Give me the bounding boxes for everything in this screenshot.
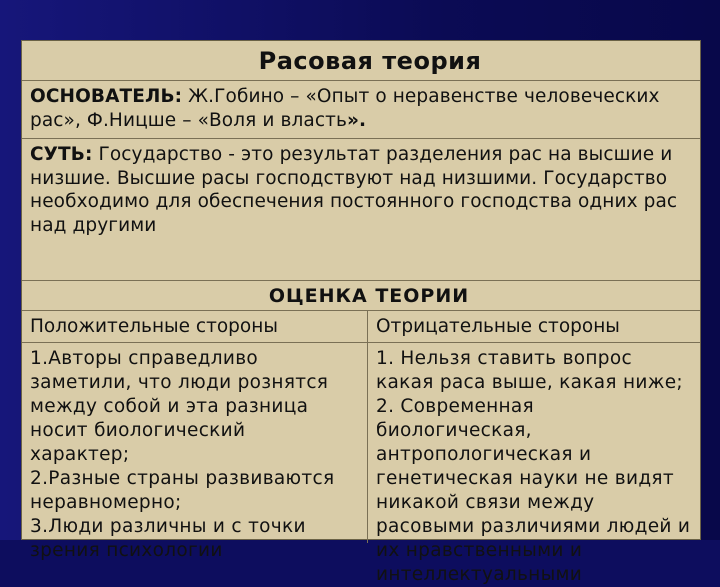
list-item: неравномерно; [30,492,182,513]
list-item: никакой связи между [376,492,595,513]
founder-end: ». [346,109,367,131]
negative-header: Отрицательные стороны [376,316,620,337]
list-item: какая раса выше, какая ниже; [376,372,683,393]
positive-cell [22,343,368,561]
negative-cell [368,343,702,585]
page-title: Расовая теория [258,47,482,75]
positive-header-cell [22,311,368,342]
essence-label: СУТЬ: [30,144,93,165]
negative-header-cell [368,311,702,342]
list-item: их нравственными и [376,540,583,561]
list-item: интеллектуальными [376,564,583,585]
title-row [22,41,700,81]
list-item: носит биологический [30,420,246,441]
list-item: 3.Люди различны и с точки [30,516,306,537]
list-item: заметили, что люди рознятся [30,372,329,393]
list-item: генетическая науки не видят [376,468,674,489]
founder-label: ОСНОВАТЕЛЬ: [30,86,183,107]
founder-text [22,81,700,132]
negative-list [368,343,702,587]
list-item: характер; [30,444,130,465]
essence-text [22,139,700,237]
founder-row [22,81,700,139]
list-item: антропологическая и [376,444,592,465]
positive-list [22,343,367,563]
list-item: биологическая, [376,420,532,441]
list-item: 2.Разные страны развиваются [30,468,335,489]
list-item: 1.Авторы справедливо [30,348,259,369]
essence-body: Государство - это результат разделения рас на высшие и низшие. Высшие расы господствуют над низшими. Государство необходимо для обеспечения постоянного господства одних рас над другими [30,144,678,236]
list-item: 1. Нельзя ставить вопрос [376,348,632,369]
columns-body-row [22,343,700,585]
columns-header-row [22,311,700,343]
essence-row [22,139,700,281]
theory-table [21,40,701,585]
evaluation-title: ОЦЕНКА ТЕОРИИ [268,285,470,307]
evaluation-row [22,281,700,311]
list-item: расовыми различиями людей и [376,516,691,537]
positive-header: Положительные стороны [30,316,278,337]
list-item: между собой и эта разница [30,396,309,417]
list-item: 2. Современная [376,396,534,417]
founder-body: Ж.Гобино – «Опыт о неравенстве человеческих рас», Ф.Ницше – «Воля и власть [30,86,660,131]
list-item: зрения психологии [30,540,223,561]
